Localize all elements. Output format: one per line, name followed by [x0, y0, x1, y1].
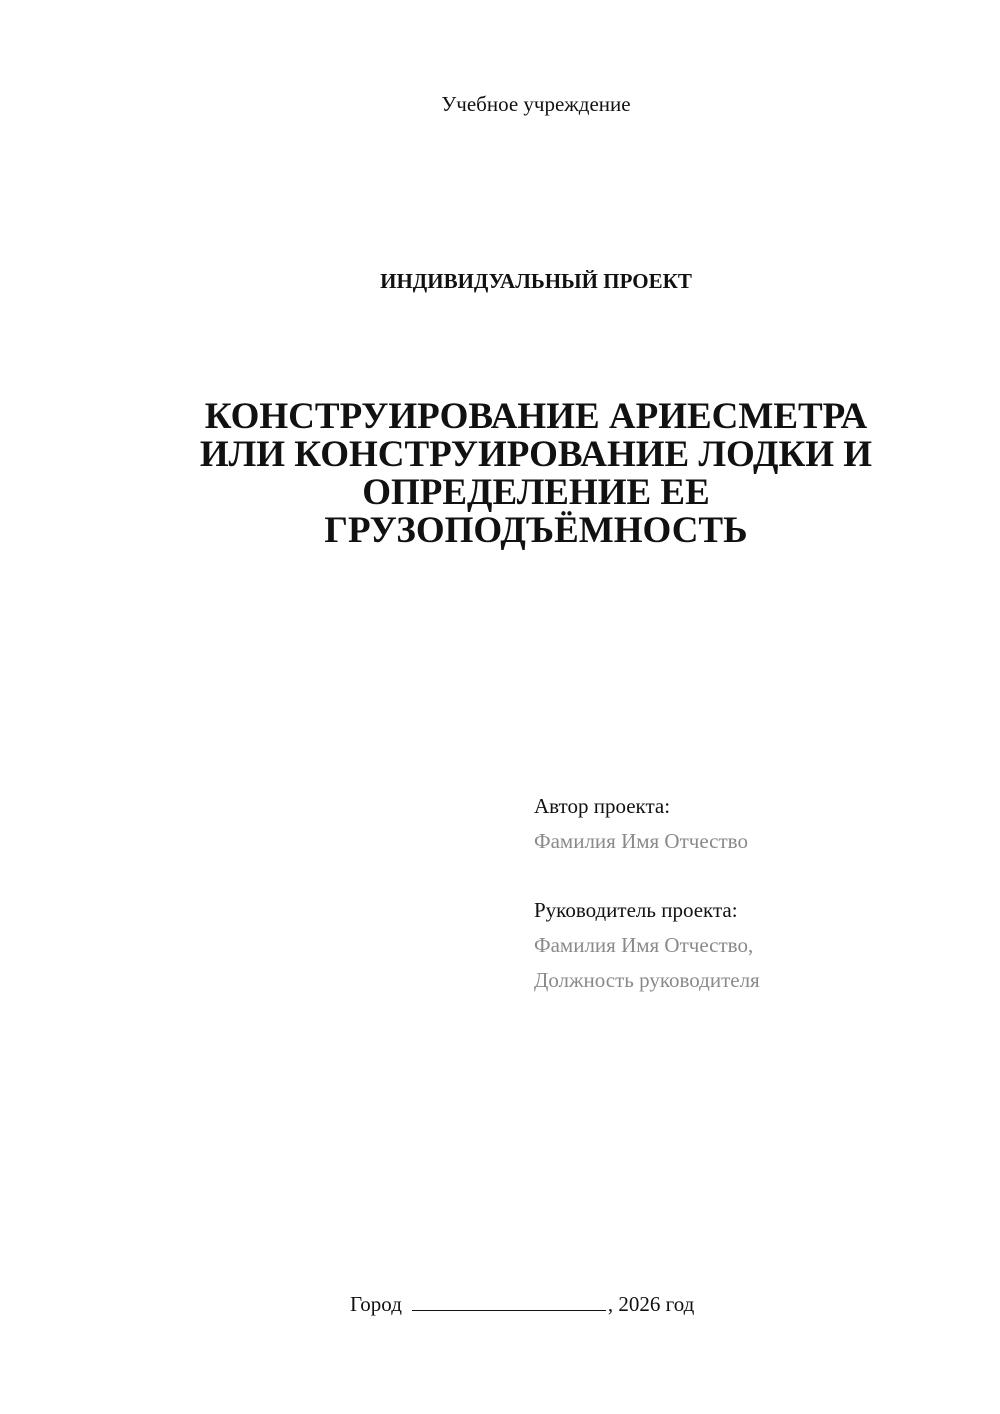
title-line: ИЛИ КОНСТРУИРОВАНИЕ ЛОДКИ И — [199, 434, 873, 475]
supervisor-label: Руководитель проекта: — [534, 898, 738, 922]
spacer — [534, 859, 974, 893]
project-title — [150, 398, 922, 550]
document-type: ИНДИВИДУАЛЬНЫЙ ПРОЕКТ — [380, 269, 692, 293]
year-text: , 2026 год — [607, 1292, 695, 1316]
institution-name: Учебное учреждение — [441, 92, 631, 116]
city-label: Город — [350, 1292, 402, 1316]
authorship-block — [534, 789, 974, 998]
city-blank-line — [412, 1290, 606, 1311]
title-line: КОНСТРУИРОВАНИЕ АРИЕСМЕТРА — [204, 396, 868, 437]
author-name-placeholder: Фамилия Имя Отчество — [534, 829, 748, 853]
supervisor-position-placeholder: Должность руководителя — [534, 968, 760, 992]
author-label: Автор проекта: — [534, 794, 671, 818]
title-line: ГРУЗОПОДЪЁМНОСТЬ — [324, 510, 748, 551]
supervisor-name-placeholder: Фамилия Имя Отчество, — [534, 933, 754, 957]
city-year-line — [350, 1290, 694, 1317]
title-line: ОПРЕДЕЛЕНИЕ ЕЕ — [362, 472, 710, 513]
